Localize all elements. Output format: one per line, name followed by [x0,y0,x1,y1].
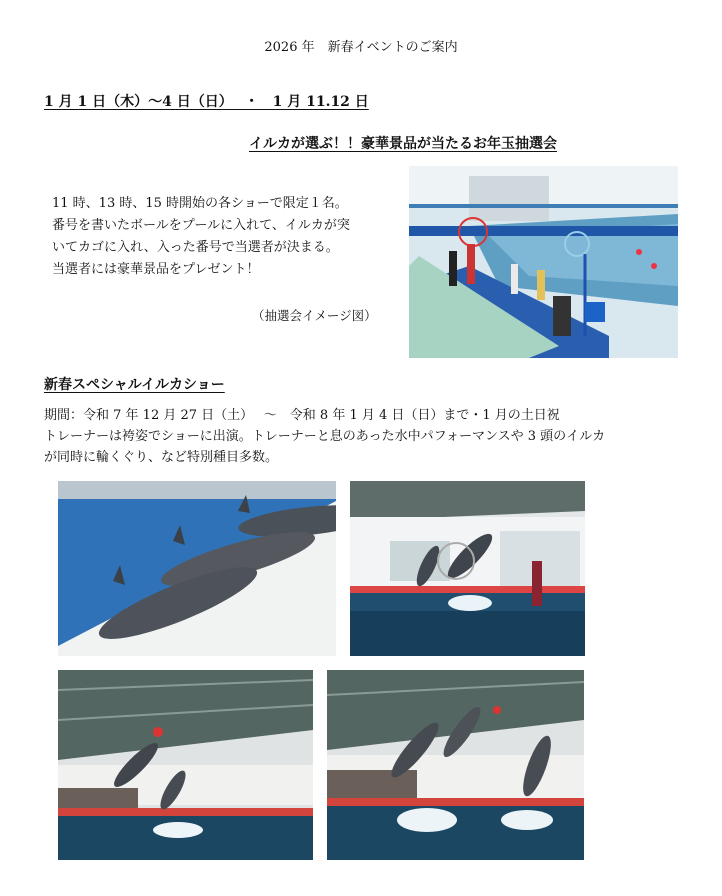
show-description [44,405,605,468]
stadium-jump-photo-left [58,670,313,860]
show-line: が同時に輪くぐり、など特別種目多数。 [44,450,279,465]
lottery-line: 11 時、13 時、15 時開始の各ショーで限定１名。 [52,196,348,211]
document-title: 2026 年 新春イベントのご案内 [264,40,458,55]
show-line: トレーナーは袴姿でショーに出演。トレーナーと息のあった水中パフォーマンスや 3 頭のイルカ [44,429,606,444]
lottery-line: いてカゴに入れ、入った番号で当選者が決まる。 [52,240,339,255]
lottery-line: 当選者には豪華景品をプレゼント！ [52,262,260,277]
lottery-heading: イルカが選ぶ！！豪華景品が当たるお年玉抽選会 [249,136,557,152]
lottery-description [52,193,350,281]
show-heading: 新春スペシャルイルカショー [44,377,225,393]
lottery-caption: （抽選会イメージ図） [252,308,377,323]
hoop-jump-photo [350,481,585,656]
event-dates: 1 月 1 日（木）～4 日（日） ・ 1 月 11.12 日 [44,94,369,110]
dolphins-on-deck-photo [58,481,336,656]
stadium-jump-photo-right [327,670,584,860]
lottery-photo [409,166,678,358]
show-line: 期間：令和 7 年 12 月 27 日（土） ～ 令和 8 年 1 月 4 日（日）まで・1 月の土日祝 [44,408,560,423]
lottery-line: 番号を書いたボールをプールに入れて、イルカが突 [52,218,350,233]
